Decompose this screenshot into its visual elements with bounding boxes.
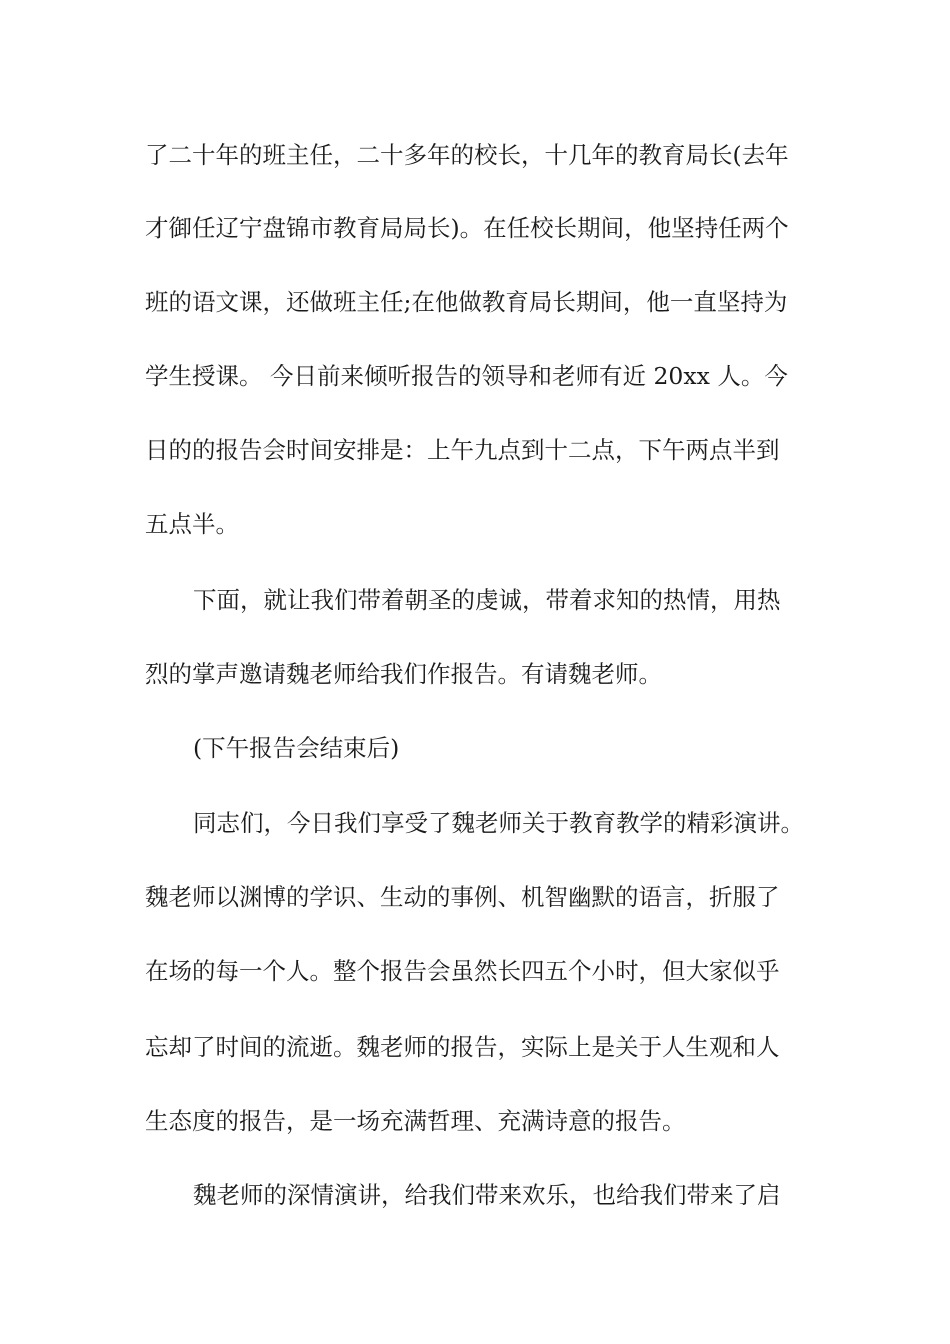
text-line-12: 在场的每一个人。整个报告会虽然长四五个小时，但大家似乎 <box>145 957 780 985</box>
text-line-10: 同志们，今日我们享受了魏老师关于教育教学的精彩演讲。 <box>193 809 804 837</box>
text-line-14: 生态度的报告，是一场充满哲理、充满诗意的报告。 <box>145 1107 686 1135</box>
text-line-2: 才御任辽宁盘锦市教育局局长)。在任校长期间，他坚持任两个 <box>145 214 789 242</box>
text-line-1: 了二十年的班主任，二十多年的校长，十几年的教育局长(去年 <box>145 141 789 169</box>
text-line-11: 魏老师以渊博的学识、生动的事例、机智幽默的语言，折服了 <box>145 883 780 911</box>
text-line-3: 班的语文课，还做班主任;在他做教育局长期间，他一直坚持为 <box>145 288 788 316</box>
text-line-9: (下午报告会结束后) <box>193 734 400 762</box>
text-line-7: 下面，就让我们带着朝圣的虔诚，带着求知的热情，用热 <box>193 586 781 614</box>
text-line-13: 忘却了时间的流逝。魏老师的报告，实际上是关于人生观和人 <box>145 1033 780 1061</box>
text-line-15: 魏老师的深情演讲，给我们带来欢乐，也给我们带来了启 <box>193 1181 781 1209</box>
text-line-8: 烈的掌声邀请魏老师给我们作报告。有请魏老师。 <box>145 660 662 688</box>
text-line-5: 日的的报告会时间安排是：上午九点到十二点，下午两点半到 <box>145 436 780 464</box>
text-line-4: 学生授课。 今日前来倾听报告的领导和老师有近 20xx 人。今 <box>145 362 788 390</box>
text-line-6: 五点半。 <box>145 510 239 538</box>
